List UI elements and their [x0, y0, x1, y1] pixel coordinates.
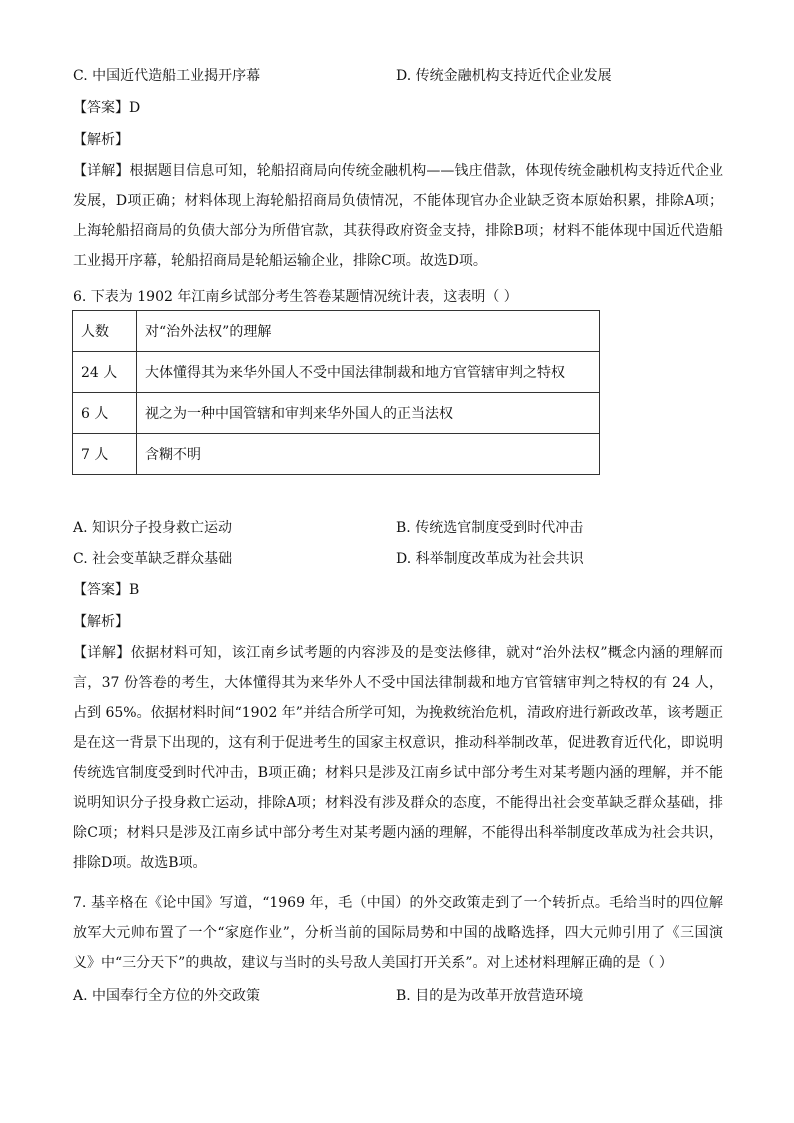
q6-answer: 【答案】B — [73, 582, 140, 598]
q7-stem: 7. 基辛格在《论中国》写道，“1969 年，毛（中国）的外交政策走到了一个转折点。毛给当时的四位解放军大元帅布置了一个“家庭作业”，分析当前的国际局势和中国的战略选择，四大元帅引用了《三国演义》中“三分天下”的典故，建议与当时的头号敌人美国打开关系”。对上述材料理解正确的是（ ） — [73, 895, 723, 971]
table-row — [73, 434, 600, 475]
table-cell: 7 人 — [73, 434, 137, 475]
table-header-cell: 对“治外法权”的理解 — [137, 311, 600, 352]
q6-stats-table — [72, 310, 600, 475]
q5-answer: 【答案】D — [73, 100, 141, 116]
q6-analysis-label: 【解析】 — [73, 614, 129, 630]
q7-option-a: A. 中国奉行全方位的外交政策 — [73, 988, 261, 1004]
table-cell: 视之为一种中国管辖和审判来华外国人的正当法权 — [137, 393, 600, 434]
table-row — [73, 393, 600, 434]
q6-option-b: B. 传统选官制度受到时代冲击 — [396, 520, 584, 536]
q5-analysis-label: 【解析】 — [73, 132, 129, 148]
table-cell: 6 人 — [73, 393, 137, 434]
table-row — [73, 352, 600, 393]
table-header-row — [73, 311, 600, 352]
q6-option-c: C. 社会变革缺乏群众基础 — [73, 551, 233, 567]
table-cell: 大体懂得其为来华外国人不受中国法律制裁和地方官管辖审判之特权 — [137, 352, 600, 393]
q5-option-c: C. 中国近代造船工业揭开序幕 — [73, 68, 261, 84]
table-header-cell: 人数 — [73, 311, 137, 352]
table-cell: 24 人 — [73, 352, 137, 393]
q7-option-b: B. 目的是为改革开放营造环境 — [396, 988, 584, 1004]
q6-stem: 6. 下表为 1902 年江南乡试部分考生答卷某题情况统计表，这表明（ ） — [73, 289, 518, 305]
q5-option-d: D. 传统金融机构支持近代企业发展 — [396, 68, 612, 84]
q6-option-a: A. 知识分子投身救亡运动 — [73, 520, 233, 536]
q5-detail: 【详解】根据题目信息可知，轮船招商局向传统金融机构——钱庄借款，体现传统金融机构支持近代企业发展，D项正确；材料体现上海轮船招商局负债情况，不能体现官办企业缺乏资本原始积累，排除A项；上海轮船招商局的负债大部分为所借官款，其获得政府资金支持，排除B项；材料不能体现中国近代造船工业揭开序幕，轮船招商局是轮船运输企业，排除C项。故选D项。 — [73, 163, 723, 269]
q6-option-d: D. 科举制度改革成为社会共识 — [396, 551, 584, 567]
q6-detail: 【详解】依据材料可知，该江南乡试考题的内容涉及的是变法修律，就对“治外法权”概念内涵的理解而言，37 份答卷的考生，大体懂得其为来华外人不受中国法律制裁和地方官管辖审判之特权的有 24 人，占到 65%。依据材料时间“1902 年”并结合所学可知，为挽救统治危机，清政府进行新政改革，该考题正是在这一背景下出现的，这有利于促进考生的国家主权意识，推动科举制改革，促进教育近代化，即说明传统选官制度受到时代冲击，B项正确；材料只是涉及江南乡试中部分考生对某考题内涵的理解，并不能说明知识分子投身救亡运动，排除A项；材料没有涉及群众的态度，不能得出社会变革缺乏群众基础，排除C项；材料只是涉及江南乡试中部分考生对某考题内涵的理解，不能得出科举制度改革成为社会共识，排除D项。故选B项。 — [73, 645, 723, 871]
table-cell: 含糊不明 — [137, 434, 600, 475]
